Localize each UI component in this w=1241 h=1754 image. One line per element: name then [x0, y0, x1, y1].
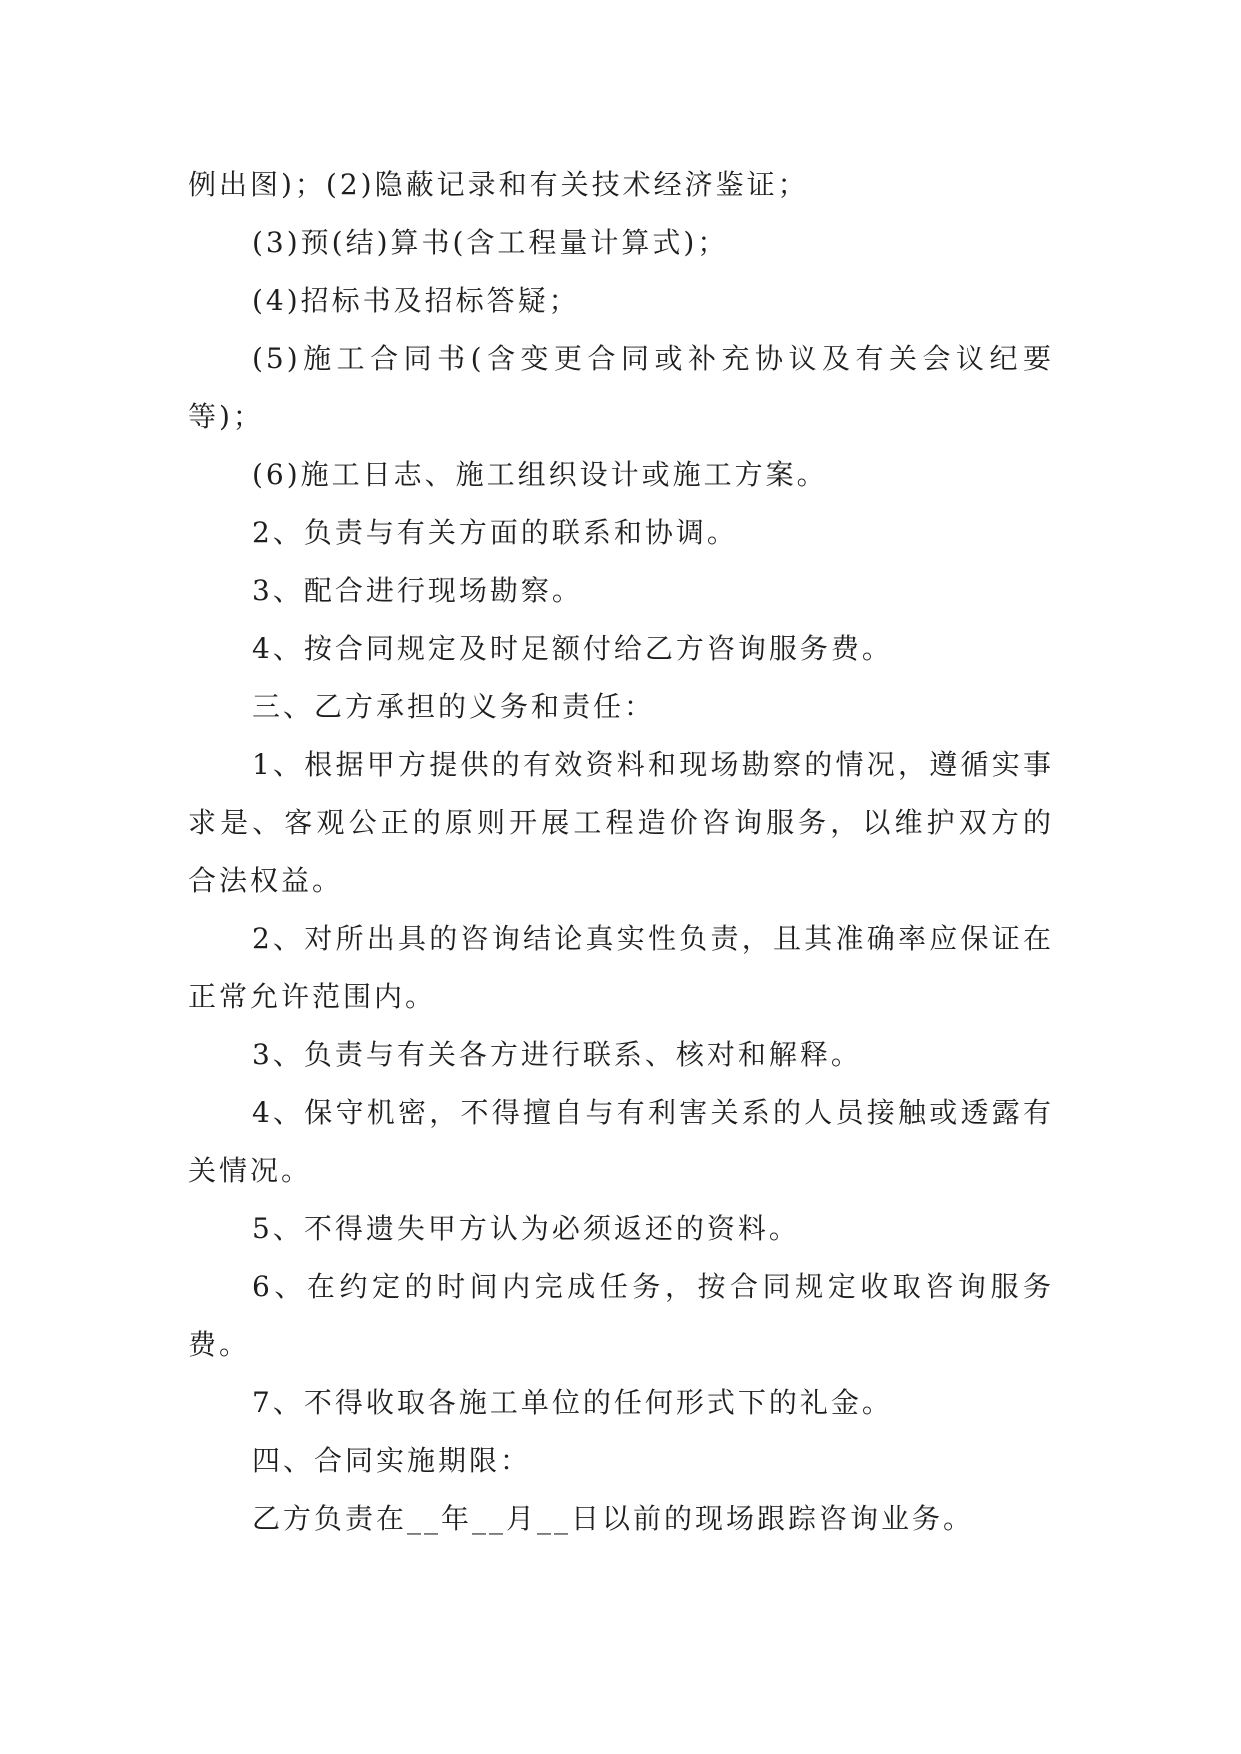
paragraph-party-a-4: 4、按合同规定及时足额付给乙方咨询服务费。 [252, 632, 893, 665]
paragraph-term: 乙方负责在__年__月__日以前的现场跟踪咨询业务。 [252, 1502, 975, 1535]
paragraph-party-a-3: 3、配合进行现场勘察。 [252, 574, 583, 607]
paragraph-party-a-2: 2、负责与有关方面的联系和协调。 [252, 516, 738, 549]
section-heading-4: 四、合同实施期限： [252, 1444, 532, 1477]
paragraph-item-3: (3)预(结)算书(含工程量计算式)； [252, 226, 729, 259]
paragraph-party-b-4: 4、保守机密，不得擅自与有利害关系的人员接触或透露有关情况。 [188, 1096, 1054, 1187]
paragraph-party-b-7: 7、不得收取各施工单位的任何形式下的礼金。 [252, 1386, 893, 1419]
paragraph-item-5: (5)施工合同书(含变更合同或补充协议及有关会议纪要等)； [188, 342, 1054, 433]
paragraph-party-b-5: 5、不得遗失甲方认为必须返还的资料。 [252, 1212, 800, 1245]
paragraph-party-b-6: 6、在约定的时间内完成任务，按合同规定收取咨询服务费。 [188, 1270, 1054, 1361]
paragraph-item-4: (4)招标书及招标答疑； [252, 284, 580, 317]
section-heading-3: 三、乙方承担的义务和责任： [252, 690, 656, 723]
paragraph-item-6: (6)施工日志、施工组织设计或施工方案。 [252, 458, 828, 491]
paragraph-party-b-1: 1、根据甲方提供的有效资料和现场勘察的情况，遵循实事求是、客观公正的原则开展工程造价咨询服务，以维护双方的合法权益。 [188, 748, 1054, 897]
paragraph-party-b-3: 3、负责与有关各方进行联系、核对和解释。 [252, 1038, 862, 1071]
document-body [188, 156, 1054, 1548]
paragraph-continuation: 例出图)；(2)隐蔽记录和有关技术经济鉴证； [188, 168, 809, 201]
paragraph-party-b-2: 2、对所出具的咨询结论真实性负责，且其准确率应保证在正常允许范围内。 [188, 922, 1054, 1013]
